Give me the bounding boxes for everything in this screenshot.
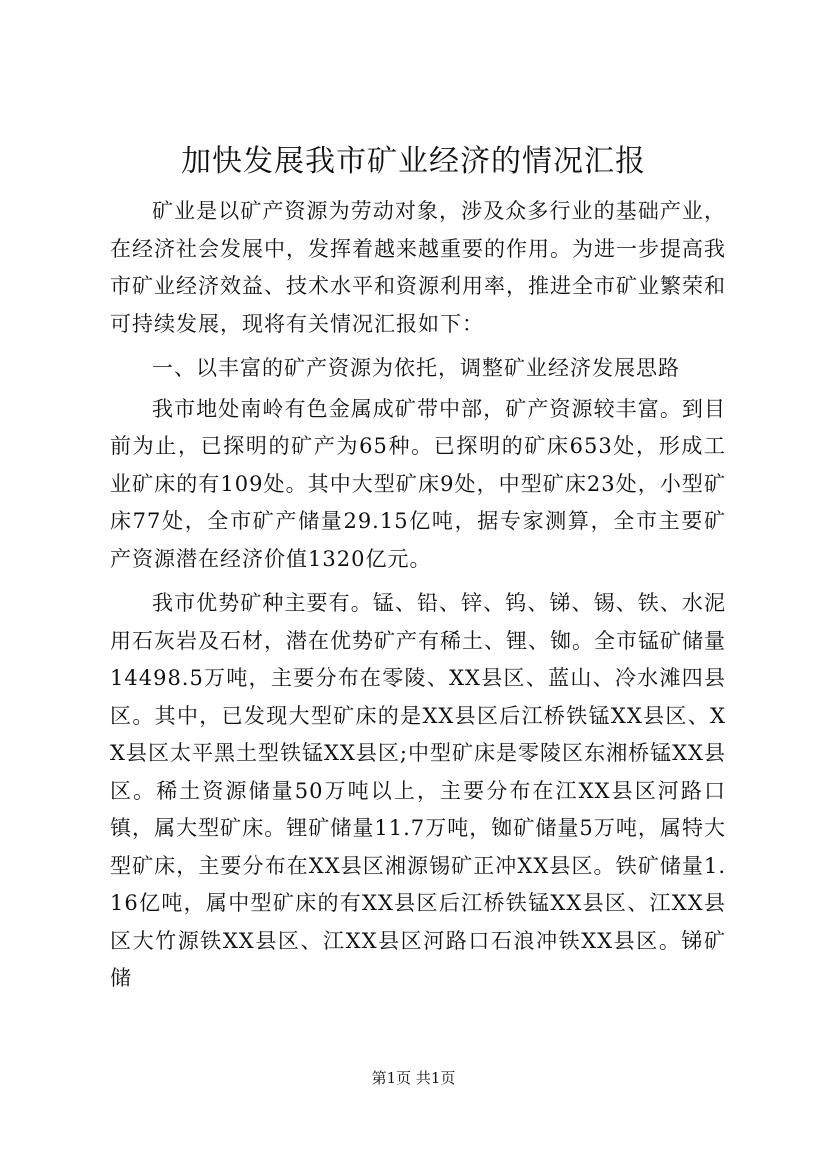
section-heading-1: 一、以丰富的矿产资源为依托，调整矿业经济发展思路 bbox=[152, 356, 680, 380]
document-body bbox=[110, 193, 726, 1005]
paragraph-intro: 矿业是以矿产资源为劳动对象，涉及众多行业的基础产业，在经济社会发展中，发挥着越来越重要的作用。为进一步提高我市矿业经济效益、技术水平和资源利用率，推进全市矿业繁荣和可持续发展，现将有关情况汇报如下： bbox=[110, 199, 726, 336]
paragraph-advantage-minerals: 我市优势矿种主要有。锰、铅、锌、钨、锑、锡、铁、水泥用石灰岩及石材，潜在优势矿产有稀土、锂、铷。全市锰矿储量14498.5万吨，主要分布在零陵、XX县区、蓝山、冷水滩四县区。其中，已发现大型矿床的是XX县区后江桥铁锰XX县区、XX县区太平黑土型铁锰XX县区;中型矿床是零陵区东湘桥锰XX县区。稀土资源储量50万吨以上，主要分布在江XX县区河路口镇，属大型矿床。锂矿储量11.7万吨，铷矿储量5万吨，属特大型矿床，主要分布在XX县区湘源锡矿正冲XX县区。铁矿储量1.16亿吨，属中型矿床的有XX县区后江桥铁锰XX县区、江XX县区大竹源铁XX县区、江XX县区河路口石浪冲铁XX县区。锑矿储 bbox=[110, 591, 726, 990]
paragraph-resources: 我市地处南岭有色金属成矿带中部，矿产资源较丰富。到目前为止，已探明的矿产为65种。已探明的矿床653处，形成工业矿床的有109处。其中大型矿床9处，中型矿床23处，小型矿床77处，全市矿产储量29.15亿吨，据专家测算，全市主要矿产资源潜在经济价值1320亿元。 bbox=[110, 396, 726, 571]
document-title: 加快发展我市矿业经济的情况汇报 bbox=[181, 144, 646, 179]
page-footer: 第1页 共1页 bbox=[371, 1069, 456, 1087]
